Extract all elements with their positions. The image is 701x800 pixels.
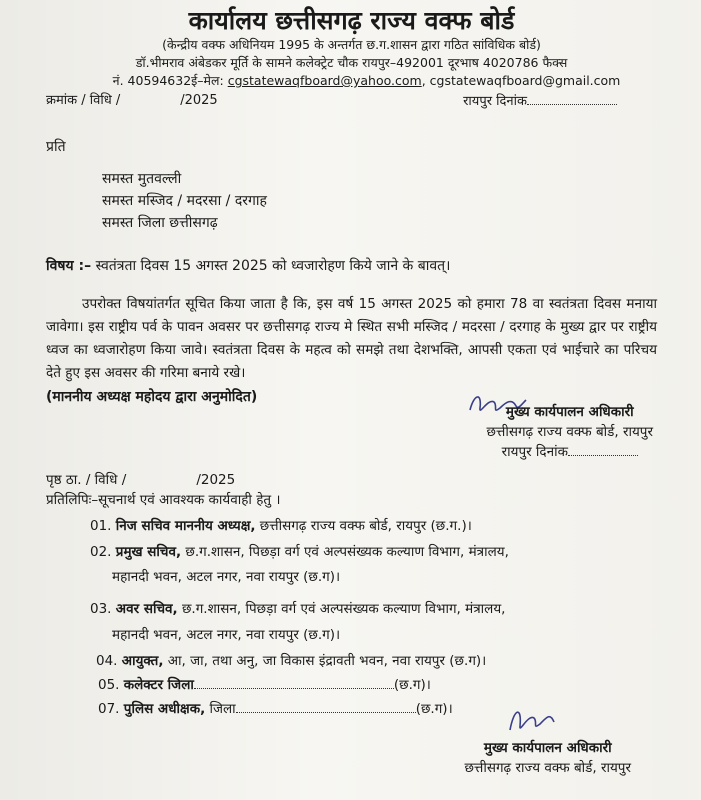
copy-item-continued: महानदी भवन, अटल नगर, नवा रायपुर (छ.ग)। [112,569,341,585]
phone-prefix: नं. 40594632ई–मेल: [112,73,224,88]
header-line-3 [46,72,657,90]
addressee-line: समस्त मस्जिद / मदरसा / दरगाह [102,193,267,209]
header-line-1: (केन्द्रीय वक्फ अधिनियम 1995 के अन्तर्गत छ.ग.शासन द्वारा गठित सांविधिक बोर्ड) [162,37,541,52]
addressee-line: समस्त मुतवल्ली [102,171,182,187]
copy-item: 01. निज सचिव माननीय अध्यक्ष, छत्तीसगढ़ राज्य वक्फ बोर्ड, रायपुर (छ.ग.)। [90,518,472,534]
copy-item: 02. प्रमुख सचिव, छ.ग.शासन, पिछड़ा वर्ग एवं अल्पसंख्यक कल्याण विभाग, मंत्रालय, [90,544,509,560]
addressee-line: समस्त जिला छत्तीसगढ़ [102,215,218,231]
copy-label: प्रतिलिपिः–सूचनार्थ एवं आवश्यक कार्यवाही हेतु । [46,492,281,508]
copy-item: 04. आयुक्त, आ, जा, तथा अनु, जा विकास इंद्रावती भवन, नवा रायपुर (छ.ग)। [96,653,487,669]
subject-text: स्वतंत्रता दिवस 15 अगस्त 2025 को ध्वजारोहण किये जाने के बावत्। [95,258,451,274]
email-gmail: , cgstatewaqfboard@gmail.com [421,73,621,88]
copy-item: 05. कलेक्टर जिला (छ.ग)। [98,677,431,693]
subject-line [46,256,657,275]
reference-date: रायपुर दिनांक [463,92,657,111]
endorsement-number: पृष्ठ ठा. / विधि / /2025 [46,472,236,488]
to-label: प्रति [46,139,66,155]
office-title: कार्यालय छत्तीसगढ़ राज्य वक्फ बोर्ड [188,6,515,35]
signatory-org: छत्तीसगढ़ राज्य वक्फ बोर्ड, रायपुर [486,424,653,440]
subject-label: विषय :– [46,258,92,274]
reference-line [46,92,657,111]
copy-item: 03. अवर सचिव, छ.ग.शासन, पिछड़ा वर्ग एवं अल्पसंख्यक कल्याण विभाग, मंत्रालय, [90,601,506,617]
body-paragraph: उपरोक्त विषयांतर्गत सूचित किया जाता है कि, इस वर्ष 15 अगस्त 2025 को हमारा 78 वा स्वतंत्रता दिवस मनाया जावेगा। इस राष्ट्रीय पर्व के पावन अवसर पर छत्तीसगढ़ राज्य मे स्थित सभी मस्जिद / मदरसा / दरगाह के मुख्य द्वार पर राष्ट्रीय ध्वज का ध्वजारोहण किया जावे। स्वतंत्रता दिवस के महत्व को समझे तथा देशभक्ति, आपसी एकता एवं भाईचारे का परिचय देते हुए इस अवसर की गरिमा बनाये रखे। [46,296,657,381]
addressee-block [102,168,657,234]
email-yahoo[interactable]: cgstatewaqfboard@yahoo.com [227,73,422,88]
reference-number: क्रमांक / विधि / /2025 [46,93,218,108]
signatory-title: मुख्य कार्यपालन अधिकारी [505,404,634,420]
signature-block-2 [465,738,631,778]
signature-block-1 [487,402,653,462]
signatory-title: मुख्य कार्यपालन अधिकारी [483,740,612,756]
copy-item-continued: महानदी भवन, अटल नगर, नवा रायपुर (छ.ग)। [112,627,341,643]
header-line-2: डॉ.भीमराव अंबेडकर मूर्ति के सामने कलेक्ट्रेट चौक रायपुर–492001 दूरभाष 4020786 फैक्स [135,55,568,70]
approval-note: (माननीय अध्यक्ष महोदय द्वारा अनुमोदित) [46,389,258,405]
copy-item: 07. पुलिस अधीक्षक, जिला (छ.ग)। [98,701,453,717]
signatory-org: छत्तीसगढ़ राज्य वक्फ बोर्ड, रायपुर [464,760,631,776]
signature-2 [500,700,560,740]
signatory-date: रायपुर दिनांक [487,442,653,462]
